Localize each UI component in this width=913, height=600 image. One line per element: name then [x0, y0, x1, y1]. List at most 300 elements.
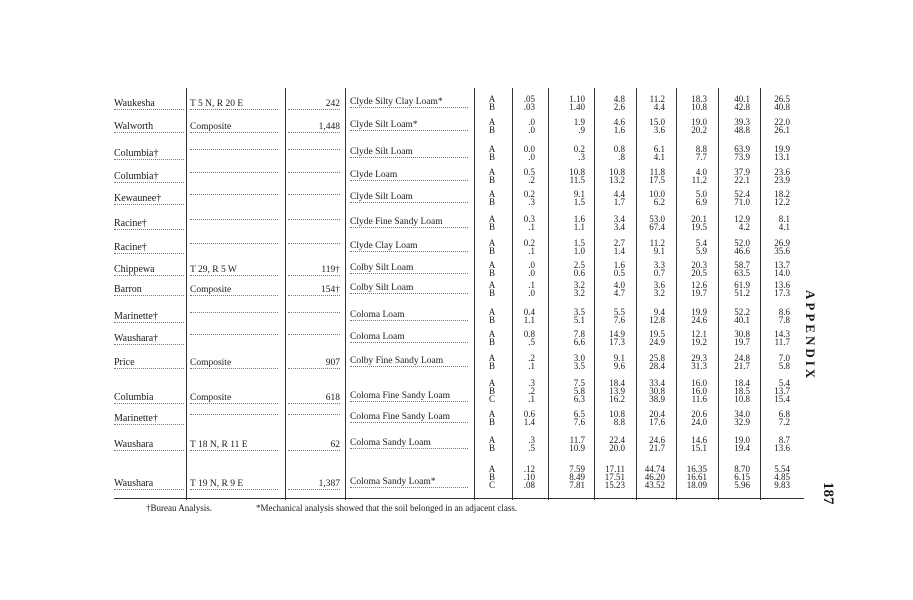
value-cell: 0.2: [523, 189, 535, 199]
soil-type: Coloma Fine Sandy Loam: [350, 412, 468, 423]
rule-soil: [345, 88, 346, 500]
value-cell: 22.0: [774, 117, 790, 127]
value-cell: .2: [528, 175, 535, 185]
value-cell: 39.3: [734, 117, 750, 127]
number-cell: [288, 414, 340, 415]
value-cell: 31.3: [691, 361, 707, 371]
value-cell: 1.40: [569, 102, 585, 112]
location-cell: [190, 414, 278, 415]
location-cell: [190, 172, 278, 173]
value-cell: 19.9: [774, 144, 790, 154]
county-name: Waushara†: [114, 334, 184, 345]
county-name: Racine†: [114, 219, 184, 230]
value-cell: 24.0: [691, 417, 707, 427]
footnote-bureau: †Bureau Analysis.: [146, 503, 212, 513]
value-cell: 33.4: [649, 378, 665, 388]
value-cell: 6.2: [653, 197, 665, 207]
value-cell: 17.3: [609, 337, 625, 347]
horizon-label: A: [488, 117, 496, 127]
value-cell: 3.2: [653, 288, 665, 298]
soil-type: Clyde Fine Sandy Loam: [350, 217, 468, 228]
value-cell: 24.9: [649, 337, 665, 347]
value-cell: .0: [528, 288, 535, 298]
value-cell: 20.4: [649, 409, 665, 419]
value-cell: 7.81: [569, 480, 585, 490]
value-cell: 1.4: [523, 417, 535, 427]
soil-type: Colby Fine Sandy Loam: [350, 356, 468, 367]
value-cell: 11.8: [649, 167, 665, 177]
value-cell: .0: [528, 117, 535, 127]
number-cell: 242: [288, 99, 340, 110]
value-cell: 6.1: [653, 144, 665, 154]
number-cell: [288, 194, 340, 195]
value-cell: 5.0: [695, 189, 707, 199]
value-cell: 28.4: [649, 361, 665, 371]
county-name: Columbia: [114, 393, 184, 404]
horizon-label: C: [488, 394, 495, 404]
horizon-label: A: [488, 167, 496, 177]
number-cell: [288, 312, 340, 313]
value-cell: 63.9: [734, 144, 750, 154]
value-cell: 20.0: [609, 443, 625, 453]
value-cell: 7.6: [613, 315, 625, 325]
value-cell: .2: [528, 353, 535, 363]
value-cell: 13.9: [609, 386, 625, 396]
value-cell: 1.6: [573, 214, 585, 224]
soil-type: Coloma Loam: [350, 310, 468, 321]
value-cell: 1.4: [613, 246, 625, 256]
value-cell: 38.9: [649, 394, 665, 404]
location-cell: T 18 N, R 11 E: [190, 440, 278, 451]
value-cell: 12.9: [734, 214, 750, 224]
value-cell: 10.9: [569, 443, 585, 453]
page-number: 187: [820, 482, 836, 505]
rule-values-start: [512, 88, 513, 500]
value-cell: 63.5: [734, 268, 750, 278]
value-cell: 17.6: [649, 417, 665, 427]
soil-type: Coloma Sandy Loam: [350, 438, 468, 449]
value-cell: 19.2: [691, 337, 707, 347]
value-cell: 11.2: [649, 94, 665, 104]
value-cell: 2.7: [613, 238, 625, 248]
value-cell: 21.7: [734, 361, 750, 371]
value-cell: 15.4: [774, 394, 790, 404]
value-cell: 1.1: [573, 222, 585, 232]
value-cell: 21.7: [649, 443, 665, 453]
county-name: Kewaunee†: [114, 194, 184, 205]
value-cell: 1.6: [613, 260, 625, 270]
value-cell: 3.6: [653, 125, 665, 135]
value-cell: 3.6: [653, 280, 665, 290]
value-cell: 4.4: [653, 102, 665, 112]
value-cell: 9.1: [573, 189, 585, 199]
value-cell: 0.8: [613, 144, 625, 154]
value-cell: 12.1: [691, 329, 707, 339]
soil-type: Clyde Silt Loam: [350, 147, 468, 158]
value-cell: .05: [523, 94, 535, 104]
value-cell: 26.9: [774, 238, 790, 248]
value-cell: 12.6: [691, 280, 707, 290]
horizon-label: B: [488, 125, 495, 135]
value-cell: .0: [528, 152, 535, 162]
value-cell: 11.7: [774, 337, 790, 347]
horizon-label: B: [488, 288, 495, 298]
value-cell: 8.1: [778, 214, 790, 224]
rule-col-4: [676, 88, 677, 500]
location-cell: [190, 312, 278, 313]
rule-col-6: [760, 88, 761, 500]
value-cell: 17.3: [774, 288, 790, 298]
value-cell: .1: [528, 222, 535, 232]
county-name: Marinette†: [114, 312, 184, 323]
value-cell: 6.6: [573, 337, 585, 347]
value-cell: 7.8: [778, 315, 790, 325]
value-cell: 14.3: [774, 329, 790, 339]
value-cell: 4.6: [613, 117, 625, 127]
value-cell: 0.2: [523, 238, 535, 248]
value-cell: 40.1: [734, 315, 750, 325]
soil-type: Clyde Silt Loam*: [350, 120, 468, 131]
value-cell: 23.6: [774, 167, 790, 177]
value-cell: 18.4: [734, 378, 750, 388]
horizon-label: B: [488, 246, 495, 256]
value-cell: 51.2: [734, 288, 750, 298]
value-cell: 9.83: [774, 480, 790, 490]
value-cell: .10: [523, 472, 535, 482]
rule-col-2: [594, 88, 595, 500]
value-cell: 16.61: [686, 472, 707, 482]
number-cell: [288, 334, 340, 335]
rule-col-3: [636, 88, 637, 500]
value-cell: 1.5: [573, 238, 585, 248]
value-cell: 40.1: [734, 94, 750, 104]
value-cell: 4.0: [613, 280, 625, 290]
horizon-label: A: [488, 260, 496, 270]
horizon-label: A: [488, 409, 496, 419]
value-cell: 48.8: [734, 125, 750, 135]
value-cell: 13.2: [609, 175, 625, 185]
value-cell: 6.5: [573, 409, 585, 419]
value-cell: 5.1: [573, 315, 585, 325]
value-cell: .08: [523, 480, 535, 490]
county-name: Waushara: [114, 479, 184, 490]
value-cell: 5.54: [774, 464, 790, 474]
value-cell: 3.0: [573, 353, 585, 363]
value-cell: 3.2: [573, 288, 585, 298]
horizon-label: B: [488, 152, 495, 162]
value-cell: 5.8: [778, 361, 790, 371]
value-cell: 7.7: [695, 152, 707, 162]
county-name: Chippewa: [114, 265, 184, 276]
value-cell: 23.9: [774, 175, 790, 185]
value-cell: 17.5: [649, 175, 665, 185]
value-cell: 3.4: [613, 222, 625, 232]
horizon-label: B: [488, 337, 495, 347]
value-cell: 6.8: [778, 409, 790, 419]
number-cell: [288, 172, 340, 173]
value-cell: 9.1: [653, 246, 665, 256]
horizon-label: B: [488, 386, 495, 396]
value-cell: 1.1: [523, 315, 535, 325]
value-cell: 4.1: [653, 152, 665, 162]
horizon-label: B: [488, 222, 495, 232]
value-cell: 29.3: [691, 353, 707, 363]
value-cell: 1.5: [573, 197, 585, 207]
value-cell: .5: [528, 337, 535, 347]
value-cell: 0.6: [523, 409, 535, 419]
value-cell: 10.8: [691, 102, 707, 112]
value-cell: 16.35: [686, 464, 707, 474]
location-cell: Composite: [190, 285, 278, 296]
value-cell: 7.5: [573, 378, 585, 388]
value-cell: .3: [528, 378, 535, 388]
value-cell: 9.6: [613, 361, 625, 371]
value-cell: 19.7: [734, 337, 750, 347]
horizon-label: A: [488, 464, 496, 474]
value-cell: 42.8: [734, 102, 750, 112]
value-cell: 10.8: [609, 167, 625, 177]
value-cell: .8: [618, 152, 625, 162]
number-cell: [288, 243, 340, 244]
value-cell: 25.8: [649, 353, 665, 363]
value-cell: .1: [528, 394, 535, 404]
value-cell: 37.9: [734, 167, 750, 177]
horizon-label: C: [488, 480, 495, 490]
number-cell: 154†: [288, 285, 340, 296]
value-cell: 0.2: [573, 144, 585, 154]
value-cell: 73.9: [734, 152, 750, 162]
number-cell: 618: [288, 393, 340, 404]
value-cell: 19.4: [734, 443, 750, 453]
value-cell: 26.5: [774, 94, 790, 104]
location-cell: T 5 N, R 20 E: [190, 99, 278, 110]
value-cell: 12.2: [774, 197, 790, 207]
county-name: Walworth: [114, 122, 184, 133]
value-cell: 15.23: [604, 480, 625, 490]
number-cell: 62: [288, 440, 340, 451]
horizon-label: A: [488, 94, 496, 104]
value-cell: 9.1: [613, 353, 625, 363]
value-cell: 0.3: [523, 214, 535, 224]
rule-number: [285, 88, 286, 500]
value-cell: 8.8: [613, 417, 625, 427]
value-cell: 34.0: [734, 409, 750, 419]
value-cell: 10.8: [569, 167, 585, 177]
location-cell: Composite: [190, 393, 278, 404]
value-cell: .12: [523, 464, 535, 474]
number-cell: [288, 149, 340, 150]
soil-type: Colby Silt Loam: [350, 263, 468, 274]
soil-type: Coloma Loam: [350, 332, 468, 343]
table-bottom-rule: [114, 498, 804, 499]
value-cell: 52.0: [734, 238, 750, 248]
location-cell: T 29, R 5 W: [190, 265, 278, 276]
soil-type: Clyde Silty Clay Loam*: [350, 97, 468, 108]
rule-location: [186, 88, 187, 500]
value-cell: 1.10: [569, 94, 585, 104]
value-cell: 8.7: [778, 435, 790, 445]
horizon-label: A: [488, 238, 496, 248]
value-cell: 18.5: [734, 386, 750, 396]
value-cell: 10.0: [649, 189, 665, 199]
horizon-label: B: [488, 361, 495, 371]
value-cell: 19.7: [691, 288, 707, 298]
value-cell: 4.85: [774, 472, 790, 482]
rule-col-1: [548, 88, 549, 500]
county-name: Racine†: [114, 243, 184, 254]
horizon-label: B: [488, 417, 495, 427]
value-cell: 3.5: [573, 361, 585, 371]
value-cell: 20.6: [691, 409, 707, 419]
value-cell: 13.6: [774, 443, 790, 453]
value-cell: 2.6: [613, 102, 625, 112]
value-cell: 7.2: [778, 417, 790, 427]
value-cell: 13.6: [774, 280, 790, 290]
value-cell: .3: [528, 197, 535, 207]
value-cell: 13.1: [774, 152, 790, 162]
value-cell: 61.9: [734, 280, 750, 290]
county-name: Columbia†: [114, 149, 184, 160]
value-cell: 11.2: [691, 175, 707, 185]
horizon-label: B: [488, 197, 495, 207]
value-cell: 8.6: [778, 307, 790, 317]
value-cell: 22.1: [734, 175, 750, 185]
value-cell: .1: [528, 246, 535, 256]
value-cell: 40.8: [774, 102, 790, 112]
value-cell: 20.1: [691, 214, 707, 224]
location-cell: Composite: [190, 122, 278, 133]
number-cell: 1,387: [288, 479, 340, 490]
value-cell: 19.0: [691, 117, 707, 127]
value-cell: 0.5: [523, 167, 535, 177]
horizon-label: A: [488, 307, 496, 317]
horizon-label: B: [488, 175, 495, 185]
value-cell: 4.1: [778, 222, 790, 232]
value-cell: 0.7: [653, 268, 665, 278]
value-cell: 4.0: [695, 167, 707, 177]
value-cell: 19.5: [691, 222, 707, 232]
value-cell: 3.3: [653, 260, 665, 270]
value-cell: 53.0: [649, 214, 665, 224]
horizon-label: A: [488, 280, 496, 290]
value-cell: 20.2: [691, 125, 707, 135]
value-cell: 24.6: [691, 315, 707, 325]
horizon-label: B: [488, 315, 495, 325]
value-cell: 18.09: [686, 480, 707, 490]
value-cell: 52.4: [734, 189, 750, 199]
value-cell: 52.2: [734, 307, 750, 317]
value-cell: 24.6: [649, 435, 665, 445]
value-cell: 5.4: [778, 378, 790, 388]
value-cell: 15.1: [691, 443, 707, 453]
value-cell: 5.96: [734, 480, 750, 490]
county-name: Marinette†: [114, 414, 184, 425]
location-cell: [190, 243, 278, 244]
horizon-label: B: [488, 472, 495, 482]
value-cell: 10.8: [609, 409, 625, 419]
value-cell: .1: [528, 280, 535, 290]
number-cell: 907: [288, 358, 340, 369]
value-cell: 6.15: [734, 472, 750, 482]
value-cell: 4.4: [613, 189, 625, 199]
value-cell: 0.6: [573, 268, 585, 278]
value-cell: 5.8: [573, 386, 585, 396]
value-cell: 11.7: [569, 435, 585, 445]
soil-type: Clyde Loam: [350, 170, 468, 181]
value-cell: 11.2: [649, 238, 665, 248]
horizon-label: A: [488, 353, 496, 363]
value-cell: 4.7: [613, 288, 625, 298]
value-cell: 14.0: [774, 268, 790, 278]
value-cell: 3.2: [573, 280, 585, 290]
horizon-label: B: [488, 268, 495, 278]
value-cell: 19.0: [734, 435, 750, 445]
value-cell: 5.9: [695, 246, 707, 256]
soil-type: Coloma Fine Sandy Loam: [350, 391, 468, 402]
value-cell: 46.20: [644, 472, 665, 482]
value-cell: 1.6: [613, 125, 625, 135]
value-cell: 1.0: [573, 246, 585, 256]
horizon-label: A: [488, 329, 496, 339]
soil-type: Clyde Silt Loam: [350, 192, 468, 203]
value-cell: 16.2: [609, 394, 625, 404]
value-cell: 24.8: [734, 353, 750, 363]
value-cell: .1: [528, 361, 535, 371]
value-cell: .9: [578, 125, 585, 135]
value-cell: 43.52: [644, 480, 665, 490]
value-cell: 8.8: [695, 144, 707, 154]
value-cell: 19.5: [649, 329, 665, 339]
value-cell: 19.9: [691, 307, 707, 317]
value-cell: .2: [528, 386, 535, 396]
value-cell: .0: [528, 268, 535, 278]
value-cell: 6.3: [573, 394, 585, 404]
value-cell: 26.1: [774, 125, 790, 135]
county-name: Waushara: [114, 440, 184, 451]
value-cell: 30.8: [734, 329, 750, 339]
county-name: Price: [114, 358, 184, 369]
value-cell: .3: [578, 152, 585, 162]
number-cell: 119†: [288, 265, 340, 276]
horizon-label: A: [488, 144, 496, 154]
value-cell: 7.6: [573, 417, 585, 427]
location-cell: T 19 N, R 9 E: [190, 479, 278, 490]
location-cell: Composite: [190, 358, 278, 369]
value-cell: 16.0: [691, 386, 707, 396]
horizon-label: A: [488, 435, 496, 445]
value-cell: 30.8: [649, 386, 665, 396]
location-cell: [190, 149, 278, 150]
footnote-mechanical: *Mechanical analysis showed that the soil belonged in an adjacent class.: [256, 503, 518, 513]
value-cell: 20.5: [691, 268, 707, 278]
value-cell: .3: [528, 435, 535, 445]
horizon-label: A: [488, 189, 496, 199]
county-name: Waukesha: [114, 99, 184, 110]
number-cell: 1,448: [288, 122, 340, 133]
value-cell: 0.4: [523, 307, 535, 317]
horizon-label: B: [488, 102, 495, 112]
horizon-label: B: [488, 443, 495, 453]
value-cell: 8.49: [569, 472, 585, 482]
value-cell: 1.9: [573, 117, 585, 127]
value-cell: 0.5: [613, 268, 625, 278]
value-cell: 3.5: [573, 307, 585, 317]
soil-type: Coloma Sandy Loam*: [350, 477, 468, 488]
value-cell: 46.6: [734, 246, 750, 256]
value-cell: 12.8: [649, 315, 665, 325]
location-cell: [190, 219, 278, 220]
value-cell: 7.59: [569, 464, 585, 474]
